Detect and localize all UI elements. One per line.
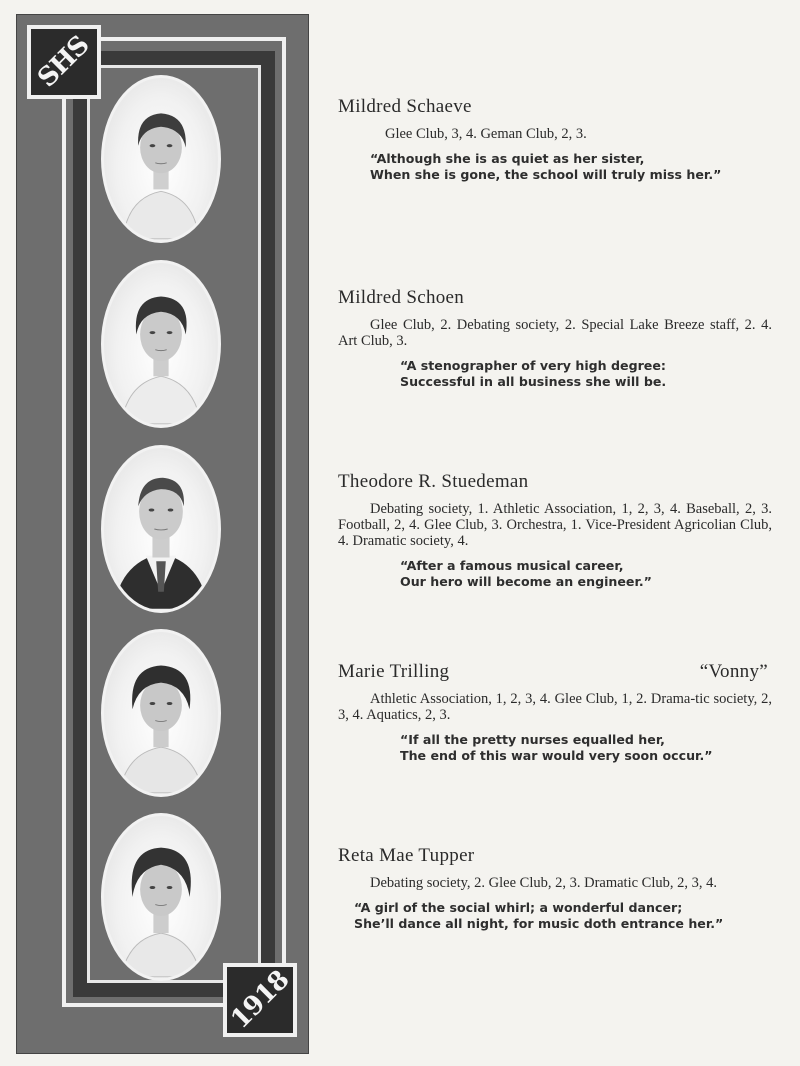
student-entry-trilling [338, 661, 772, 764]
student-name-row [338, 287, 772, 309]
student-name-row [338, 661, 772, 683]
quote-line-1: “If all the pretty nurses equalled her, [400, 732, 665, 747]
student-activities: Glee Club, 2. Debating society, 2. Special Lake Breeze staff, 2. 4. Art Club, 3. [338, 317, 772, 349]
portrait-woman-icon [104, 263, 218, 425]
quote-line-1: “Although she is as quiet as her sister, [370, 151, 645, 166]
student-quote [338, 151, 772, 183]
student-activities: Glee Club, 3, 4. Geman Club, 2, 3. [385, 126, 587, 142]
quote-line-1: “After a famous musical career, [400, 558, 624, 573]
quote-line-2: When she is gone, the school will truly miss her.” [370, 167, 722, 182]
year-badge [223, 963, 297, 1037]
portrait-column [16, 14, 309, 1054]
quote-line-2: She’ll dance all night, for music doth entrance her.” [354, 916, 724, 931]
quote-line-2: The end of this war would very soon occur.” [400, 748, 713, 763]
portrait-photo-5 [101, 813, 221, 981]
student-activities: Debating society, 2. Glee Club, 2, 3. Dramatic Club, 2, 3, 4. [370, 875, 717, 891]
student-quote [338, 900, 772, 932]
student-quote [338, 558, 772, 590]
portrait-photo-3 [101, 445, 221, 613]
student-quote [338, 358, 772, 390]
portrait-woman-icon [104, 78, 218, 240]
quote-line-2: Successful in all business she will be. [400, 374, 667, 389]
student-nickname: “Vonny” [699, 661, 768, 682]
shs-badge-text: SHS [32, 30, 96, 94]
student-name: Mildred Schaeve [338, 96, 472, 117]
quote-line-1: “A stenographer of very high degree: [400, 358, 666, 373]
year-badge-text: 1918 [225, 965, 295, 1035]
portrait-woman-icon [104, 632, 218, 794]
portrait-photo-2 [101, 260, 221, 428]
portrait-woman-icon [104, 816, 218, 978]
student-name-row [338, 471, 772, 493]
student-entry-tupper [338, 845, 772, 932]
student-name-row [338, 96, 772, 118]
student-entry-schoen [338, 287, 772, 390]
student-entry-schaeve [338, 96, 772, 183]
student-entry-stuedeman [338, 471, 772, 590]
shs-badge [27, 25, 101, 99]
student-name: Mildred Schoen [338, 287, 465, 308]
student-name: Theodore R. Stuedeman [338, 471, 529, 492]
student-activities: Debating society, 1. Athletic Association, 1, 2, 3, 4. Baseball, 2, 3. Football, 2, 4. Glee Club, 3. Orchestra, 1. Vice-President Agricolian Club, 4. Dramatic society, 4. [338, 501, 772, 549]
student-name-row [338, 845, 772, 867]
portrait-man-icon [104, 448, 218, 610]
portrait-photo-4 [101, 629, 221, 797]
student-name: Reta Mae Tupper [338, 845, 475, 866]
student-activities: Athletic Association, 1, 2, 3, 4. Glee Club, 1, 2. Drama-tic society, 2, 3, 4. Aquatics, 2, 3. [338, 691, 772, 723]
student-name: Marie Trilling [338, 661, 450, 682]
quote-line-2: Our hero will become an engineer.” [400, 574, 652, 589]
student-quote [338, 732, 772, 764]
portrait-photo-1 [101, 75, 221, 243]
quote-line-1: “A girl of the social whirl; a wonderful dancer; [354, 900, 683, 915]
